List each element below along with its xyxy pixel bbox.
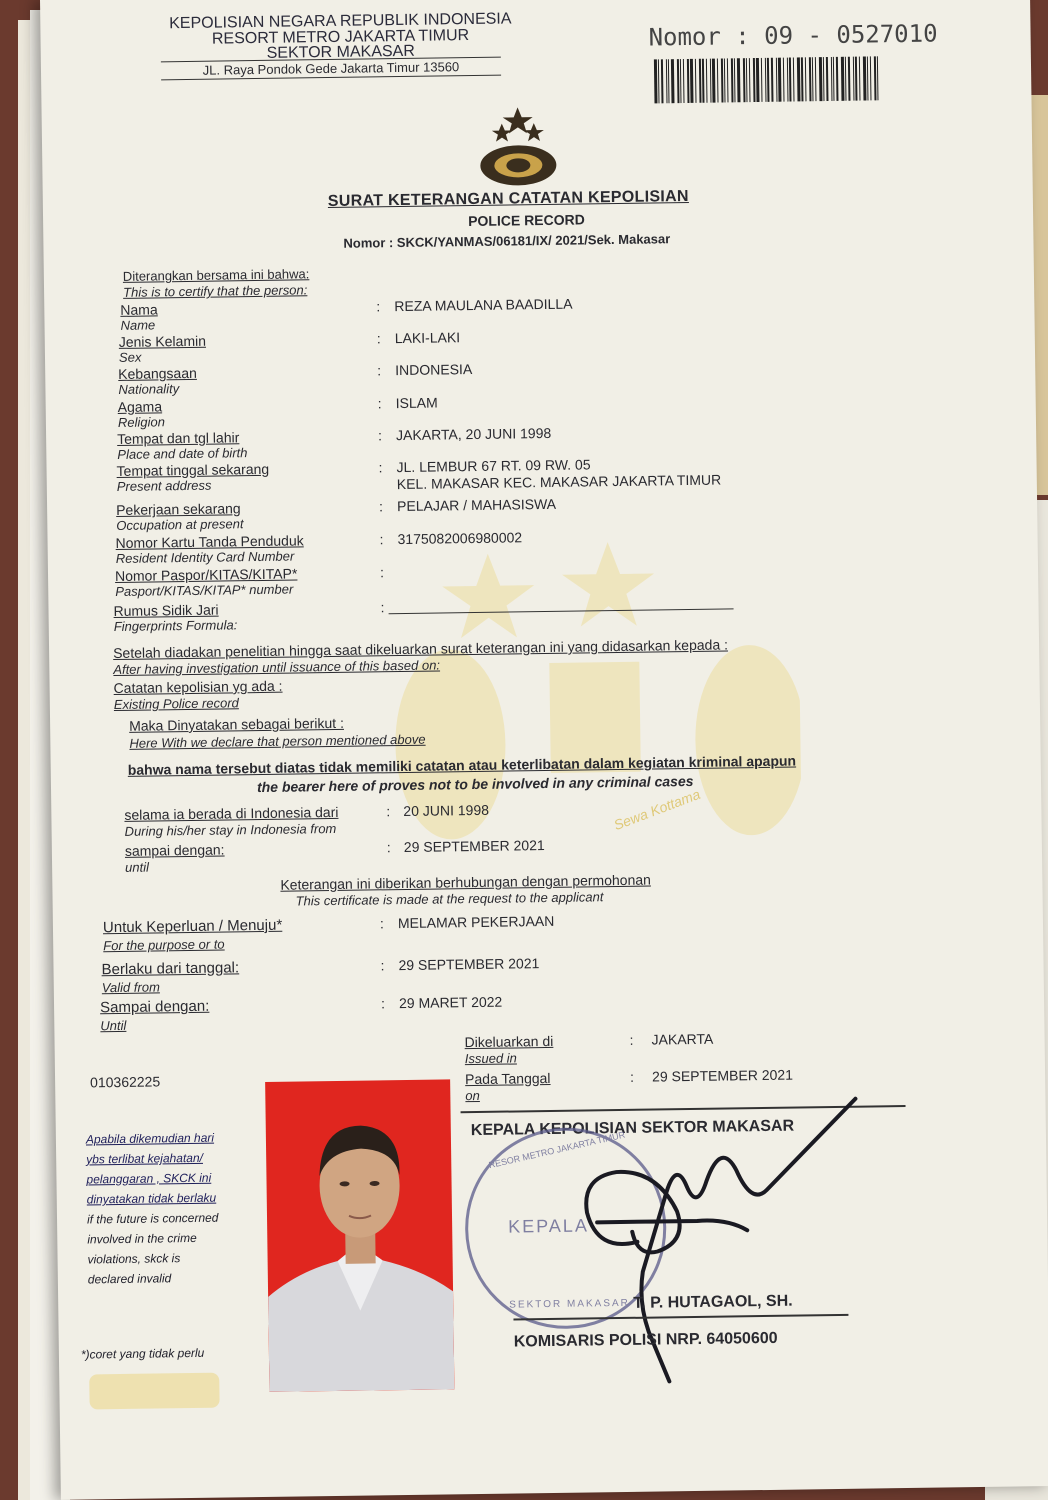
document-control-number: 010362225 <box>90 1073 161 1091</box>
barcode-bar <box>833 57 835 101</box>
barcode-bar <box>778 58 782 102</box>
document-title: SURAT KETERANGAN CATATAN KEPOLISIAN <box>327 187 689 210</box>
field-label: Tempat tinggal sekarang <box>116 460 270 479</box>
barcode-bar <box>797 57 801 101</box>
field-label: Agama <box>117 398 163 415</box>
barcode-bar <box>826 57 829 101</box>
issued-place-label: Dikeluarkan di <box>464 1032 554 1051</box>
barcode-bar <box>789 58 792 102</box>
barcode-bar <box>793 57 795 101</box>
footnote: *)coret yang tidak perlu <box>80 1345 205 1362</box>
field-label-en: Nationality <box>118 381 180 397</box>
barcode-bar <box>702 59 705 103</box>
declaration-text-en: the bearer here of proves not to be involved in any criminal cases <box>256 772 694 796</box>
intro-label-en: This is to certify that the person: <box>122 282 308 300</box>
field-value: INDONESIA <box>395 361 473 379</box>
gold-seal-mark <box>89 1373 219 1410</box>
purpose-label-en: For the purpose or to <box>103 936 225 954</box>
field-colon: : <box>380 599 385 616</box>
issued-date-value: 29 SEPTEMBER 2021 <box>651 1066 794 1085</box>
investigation-label-en: After having investigation until issuance of this based on: <box>113 657 441 678</box>
signatory-name: T. P. HUTAGAOL, SH. <box>633 1292 793 1312</box>
field-label: Nama <box>120 301 158 318</box>
barcode-bar <box>855 57 858 101</box>
stamp-ring-bottom-text: SEKTOR MAKASAR <box>509 1297 630 1311</box>
purpose-label-en: Valid from <box>101 979 160 996</box>
barcode-bar <box>658 59 660 103</box>
field-label-en: Place and date of birth <box>117 445 248 462</box>
field-colon: : <box>378 498 384 515</box>
purpose-label: Untuk Keperluan / Menuju* <box>102 916 283 937</box>
purpose-value: 29 SEPTEMBER 2021 <box>398 955 540 974</box>
invalidity-note-line-en: involved in the crime <box>87 1230 197 1247</box>
field-label-en: Name <box>120 317 156 333</box>
intro-label: Diterangkan bersama ini bahwa: <box>122 266 310 284</box>
field-label: Nomor Kartu Tanda Penduduk <box>115 532 304 551</box>
issued-place-colon: : <box>629 1031 634 1048</box>
header-address: JL. Raya Pondok Gede Jakarta Timur 13560 <box>161 57 501 81</box>
declare-label: Maka Dinyatakan sebagai berikut : <box>129 714 345 734</box>
stamp-center-text: KEPALA <box>508 1215 590 1237</box>
barcode-bar <box>812 57 814 101</box>
stamp-ring-top-text: RESOR METRO JAKARTA TIMUR <box>487 1129 627 1171</box>
header-line-1: KEPOLISIAN NEGARA REPUBLIK INDONESIA <box>169 10 512 33</box>
field-label-en: Fingerprints Formula: <box>113 617 238 635</box>
stay-from-label-en: During his/her stay in Indonesia from <box>124 820 337 839</box>
header-line-3: SEKTOR MAKASAR <box>266 42 415 62</box>
police-record-document <box>40 0 1048 1500</box>
barcode-bar <box>727 58 729 102</box>
purpose-label: Sampai dengan: <box>99 997 210 1017</box>
invalidity-note-line-en: violations, skck is <box>87 1251 181 1267</box>
invalidity-note-line-en: if the future is concerned <box>86 1210 219 1227</box>
signatory-rank: KOMISARIS POLISI NRP. 64050600 <box>513 1329 778 1351</box>
field-label: Jenis Kelamin <box>118 332 207 350</box>
request-label-en: This certificate is made at the request to the applicant <box>295 889 604 909</box>
field-value: ISLAM <box>395 394 438 412</box>
field-colon: : <box>377 362 382 379</box>
applicant-photo <box>265 1079 454 1392</box>
purpose-label: Berlaku dari tanggal: <box>101 959 240 979</box>
field-colon: : <box>379 564 385 581</box>
investigation-label: Setelah diadakan penelitian hingga saat dikeluarkan surat keterangan ini yang didasarkan kepada : <box>113 636 729 662</box>
field-colon: : <box>378 459 383 476</box>
invalidity-note-line: dinyatakan tidak berlaku <box>86 1190 217 1207</box>
document-title-en: POLICE RECORD <box>468 211 585 230</box>
field-label-en: Pasport/KITAS/KITAP* number <box>115 581 294 600</box>
barcode-bar <box>867 56 869 100</box>
field-label: Tempat dan tgl lahir <box>117 429 240 447</box>
stay-from-label: selama ia berada di Indonesia dari <box>124 803 339 823</box>
barcode-bar <box>819 57 823 101</box>
field-value: JAKARTA, 20 JUNI 1998 <box>395 424 552 444</box>
field-label: Kebangsaan <box>118 364 197 382</box>
field-colon: : <box>376 298 381 315</box>
stay-to-label-en: until <box>125 859 150 875</box>
stay-from-colon: : <box>386 803 391 820</box>
barcode-bar <box>771 58 774 102</box>
barcode-bar <box>734 58 736 102</box>
barcode-bar <box>746 58 748 102</box>
person-photo-icon <box>265 1079 454 1392</box>
barcode-bar <box>737 58 741 102</box>
purpose-colon: : <box>379 915 384 932</box>
field-label-en: Resident Identity Card Number <box>115 548 295 566</box>
barcode-bar <box>680 59 682 103</box>
signatory-title: KEPALA KEPOLISIAN SEKTOR MAKASAR <box>470 1117 795 1140</box>
serial-number: Nomor : 09 - 0527010 <box>648 19 938 52</box>
barcode-bar <box>870 56 872 100</box>
field-colon: : <box>377 427 383 444</box>
purpose-label-en: Until <box>100 1017 127 1034</box>
barcode-bar <box>695 59 697 103</box>
purpose-value: MELAMAR PEKERJAAN <box>397 912 555 932</box>
field-label-en: Sex <box>118 349 142 365</box>
barcode-bar <box>712 59 716 103</box>
field-value: JL. LEMBUR 67 RT. 09 RW. 05 <box>396 456 591 476</box>
barcode-bar <box>749 58 751 102</box>
stay-to-colon: : <box>386 839 391 856</box>
declare-label-en: Here With we declare that person mentioned above <box>129 731 426 751</box>
document-number: Nomor : SKCK/YANMAS/06181/IX/ 2021/Sek. Makasar <box>343 231 671 251</box>
barcode-bar <box>823 57 825 101</box>
stay-to-label: sampai dengan: <box>124 841 225 859</box>
invalidity-note-line: ybs terlibat kejahatan/ <box>86 1150 204 1167</box>
invalidity-note-line-en: declared invalid <box>87 1271 172 1287</box>
barcode-bar <box>805 57 807 101</box>
barcode-bar <box>724 58 726 102</box>
barcode-bar <box>841 57 845 101</box>
invalidity-note-line: Apabila dikemudian hari <box>85 1130 215 1147</box>
field-label-en: Present address <box>116 477 212 494</box>
barcode-bar <box>863 56 867 100</box>
field-label: Pekerjaan sekarang <box>116 500 241 518</box>
barcode-bar <box>859 57 861 101</box>
barcode-bar <box>668 59 670 103</box>
barcode-bar <box>761 58 763 102</box>
issued-place-label-en: Issued in <box>464 1050 517 1067</box>
barcode-bar <box>845 57 847 101</box>
purpose-value: 29 MARET 2022 <box>398 993 503 1012</box>
barcode-bar <box>683 59 685 103</box>
field-label: Nomor Paspor/KITAS/KITAP* <box>114 565 298 585</box>
barcode-bar <box>690 59 694 103</box>
barcode-bar <box>717 59 719 103</box>
request-label: Keterangan ini diberikan berhubungan dengan permohonan <box>280 871 651 893</box>
existing-record-label-en: Existing Police record <box>113 695 239 713</box>
invalidity-note-line: pelanggaran , SKCK ini <box>86 1170 212 1187</box>
barcode <box>654 56 907 104</box>
barcode-bar <box>783 58 785 102</box>
existing-record-label: Catatan kepolisian yg ada : <box>113 677 283 697</box>
barcode-bar <box>671 59 675 103</box>
field-colon: : <box>376 330 381 347</box>
field-value: PELAJAR / MAHASISWA <box>396 495 557 515</box>
field-label-en: Occupation at present <box>116 516 244 533</box>
issued-place-value: JAKARTA <box>651 1030 714 1048</box>
barcode-bar <box>848 57 851 101</box>
barcode-bar <box>836 57 839 101</box>
watermark-text: Sewa Kottama <box>611 785 703 834</box>
field-value: REZA MAULANA BAADILLA <box>394 295 573 315</box>
barcode-bar <box>706 59 708 103</box>
stay-from-value: 20 JUNI 1998 <box>403 801 490 820</box>
barcode-bar <box>815 57 817 101</box>
field-value: 3175082006980002 <box>397 529 523 548</box>
field-colon: : <box>377 395 382 412</box>
field-colon: : <box>379 531 384 548</box>
purpose-colon: : <box>380 995 386 1012</box>
barcode-bar <box>801 57 804 101</box>
field-label: Rumus Sidik Jari <box>113 601 219 620</box>
barcode-bar <box>756 58 760 102</box>
barcode-bar <box>877 56 879 100</box>
police-emblem-icon <box>478 105 559 188</box>
barcode-bar <box>654 59 658 103</box>
field-value: LAKI-LAKI <box>394 329 461 347</box>
issued-date-label: Pada Tanggal <box>464 1069 551 1088</box>
invalidity-note <box>86 1128 220 1290</box>
field-value-line2: KEL. MAKASAR KEC. MAKASAR JAKARTA TIMUR <box>396 471 722 493</box>
declaration-text: bahwa nama tersebut diatas tidak memiliki catatan atau keterlibatan dalam kegiatan kriminal apapun <box>127 752 797 778</box>
barcode-bar <box>767 58 770 102</box>
header-line-2: RESORT METRO JAKARTA TIMUR <box>211 27 470 48</box>
issued-date-label-en: on <box>465 1087 480 1104</box>
issued-date-colon: : <box>629 1068 635 1085</box>
field-label-en: Religion <box>117 414 165 430</box>
purpose-colon: : <box>380 957 385 974</box>
stay-to-value: 29 SEPTEMBER 2021 <box>403 837 545 856</box>
barcode-bar <box>661 59 664 103</box>
